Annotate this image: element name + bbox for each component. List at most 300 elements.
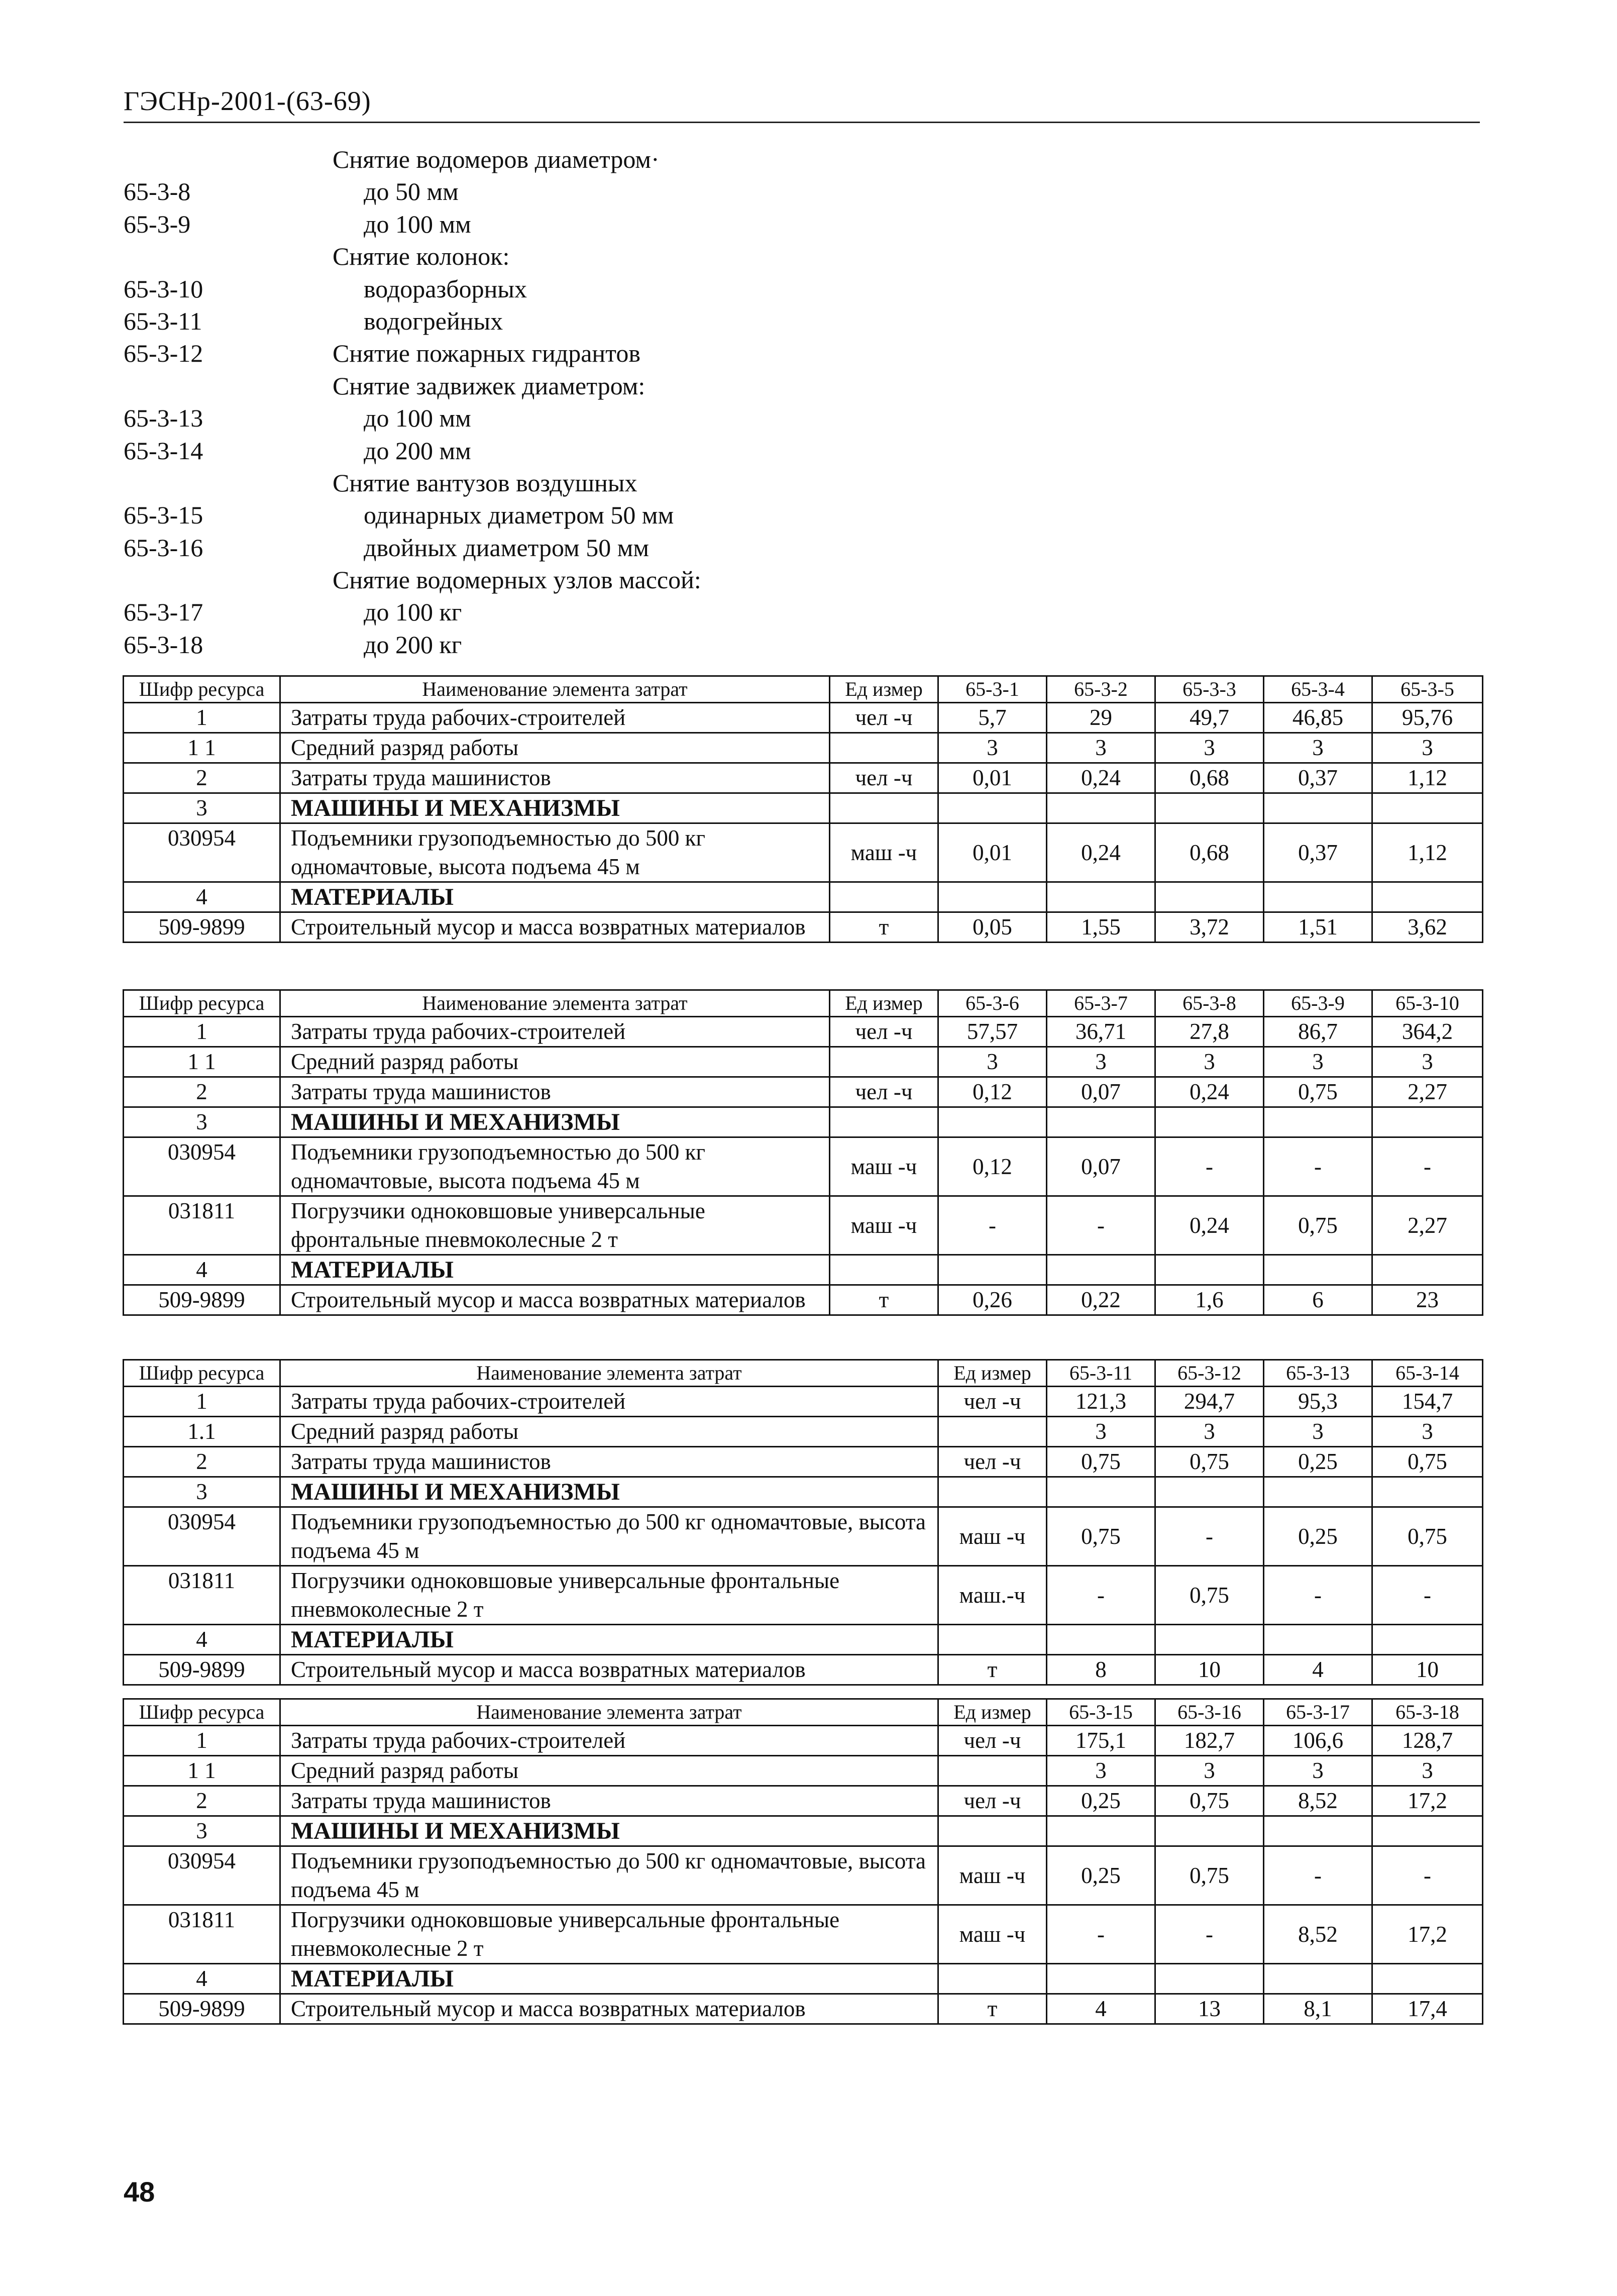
value-cell: [1372, 1477, 1483, 1507]
cost-element-name-cell: Затраты труда машинистов: [280, 1447, 938, 1477]
value-cell: 10: [1155, 1655, 1264, 1685]
value-cell: 0,01: [938, 763, 1047, 793]
header-cost-element-name: Наименование элемента затрат: [280, 1699, 938, 1726]
work-item-text: до 200 кг: [364, 630, 462, 659]
header-norm-code: 65-3-12: [1155, 1360, 1264, 1387]
value-cell: 3: [1155, 1047, 1264, 1077]
section-heading-cell: МАШИНЫ И МЕХАНИЗМЫ: [280, 1107, 830, 1137]
work-item-row: [124, 629, 978, 661]
table-row: [124, 1137, 1483, 1196]
resource-code-cell: 509-9899: [124, 1285, 280, 1315]
value-cell: [1264, 1255, 1372, 1285]
value-cell: 4: [1264, 1655, 1372, 1685]
value-cell: 8: [1047, 1655, 1155, 1685]
resource-code-cell: 509-9899: [124, 912, 280, 943]
cost-element-name-cell: Средний разряд работы: [280, 1756, 938, 1786]
value-cell: 0,07: [1047, 1077, 1155, 1107]
resource-code-cell: 030954: [124, 1507, 280, 1566]
value-cell: 46,85: [1264, 703, 1372, 733]
table-row: [124, 763, 1483, 793]
resource-code-cell: 031811: [124, 1566, 280, 1625]
header-norm-code: 65-3-3: [1155, 676, 1264, 703]
unit-cell: чел -ч: [830, 1077, 938, 1107]
work-item-text: Снятие задвижек диаметром:: [333, 371, 645, 400]
value-cell: 154,7: [1372, 1387, 1483, 1417]
table-row: [124, 1017, 1483, 1047]
cost-element-name-cell: Строительный мусор и масса возвратных материалов: [280, 1285, 830, 1315]
value-cell: 1,12: [1372, 763, 1483, 793]
value-cell: 121,3: [1047, 1387, 1155, 1417]
value-cell: -: [1264, 1846, 1372, 1905]
work-item-text: Снятие пожарных гидрантов: [333, 339, 640, 368]
resource-code-cell: 1: [124, 1017, 280, 1047]
value-cell: 0,25: [1264, 1447, 1372, 1477]
work-item-row: [124, 499, 978, 531]
cost-element-name-cell: Средний разряд работы: [280, 733, 830, 763]
document-header-title: ГЭСНр-2001-(63-69): [124, 86, 371, 116]
value-cell: 0,24: [1047, 763, 1155, 793]
cost-element-name-cell: Средний разряд работы: [280, 1417, 938, 1447]
header-resource-code: Шифр ресурса: [124, 676, 280, 703]
value-cell: [1372, 1255, 1483, 1285]
value-cell: [1047, 1107, 1155, 1137]
value-cell: [1264, 1107, 1372, 1137]
header-resource-code: Шифр ресурса: [124, 1360, 280, 1387]
value-cell: 0,24: [1155, 1077, 1264, 1107]
value-cell: [938, 882, 1047, 912]
resource-code-cell: 031811: [124, 1196, 280, 1255]
value-cell: 13: [1155, 1994, 1264, 2024]
value-cell: [1155, 1255, 1264, 1285]
value-cell: 3: [1372, 1047, 1483, 1077]
value-cell: 0,68: [1155, 763, 1264, 793]
work-item-row: [124, 273, 978, 305]
unit-cell: [830, 733, 938, 763]
value-cell: 0,75: [1047, 1507, 1155, 1566]
section-heading-cell: МАТЕРИАЛЫ: [280, 1255, 830, 1285]
resource-code-cell: 030954: [124, 1846, 280, 1905]
value-cell: [938, 1255, 1047, 1285]
value-cell: [1372, 882, 1483, 912]
value-cell: [1372, 1816, 1483, 1846]
value-cell: [1047, 882, 1155, 912]
cost-element-name-cell: Погрузчики одноковшовые универсальные фронтальные пневмоколесные 2 т: [280, 1196, 830, 1255]
value-cell: 27,8: [1155, 1017, 1264, 1047]
header-cost-element-name: Наименование элемента затрат: [280, 1360, 938, 1387]
work-item-code: 65-3-15: [124, 501, 203, 530]
value-cell: 3: [1047, 1756, 1155, 1786]
value-cell: 5,7: [938, 703, 1047, 733]
resource-code-cell: 1.1: [124, 1417, 280, 1447]
work-item-row: [124, 240, 978, 272]
table-row: [124, 1417, 1483, 1447]
resource-code-cell: 4: [124, 1625, 280, 1655]
work-item-text: до 100 мм: [364, 404, 471, 433]
resource-code-cell: 1 1: [124, 1756, 280, 1786]
unit-cell: чел -ч: [830, 1017, 938, 1047]
value-cell: 3: [938, 1047, 1047, 1077]
value-cell: 0,37: [1264, 823, 1372, 882]
value-cell: [1047, 1625, 1155, 1655]
unit-cell: [830, 1107, 938, 1137]
resource-code-cell: 509-9899: [124, 1655, 280, 1685]
value-cell: 95,3: [1264, 1387, 1372, 1417]
cost-element-name-cell: Подъемники грузоподъемностью до 500 кг одномачтовые, высота подъема 45 м: [280, 1846, 938, 1905]
value-cell: 3: [1264, 733, 1372, 763]
header-norm-code: 65-3-4: [1264, 676, 1372, 703]
resource-table-2: [123, 989, 1483, 1316]
value-cell: [1264, 1477, 1372, 1507]
table-row: [124, 1726, 1483, 1756]
value-cell: 0,75: [1372, 1447, 1483, 1477]
value-cell: 0,68: [1155, 823, 1264, 882]
table-header-row: [124, 676, 1483, 703]
table-row: [124, 1786, 1483, 1816]
unit-cell: [938, 1964, 1047, 1994]
value-cell: [1264, 882, 1372, 912]
work-item-row: [124, 143, 978, 175]
value-cell: 8,52: [1264, 1786, 1372, 1816]
table-row: [124, 1507, 1483, 1566]
value-cell: [1047, 1477, 1155, 1507]
unit-cell: чел -ч: [830, 763, 938, 793]
value-cell: 3: [1155, 1756, 1264, 1786]
work-item-row: [124, 467, 978, 499]
unit-cell: маш.-ч: [938, 1566, 1047, 1625]
cost-element-name-cell: Строительный мусор и масса возвратных материалов: [280, 1994, 938, 2024]
resource-table-1: [123, 675, 1483, 943]
value-cell: 6: [1264, 1285, 1372, 1315]
value-cell: 0,26: [938, 1285, 1047, 1315]
unit-cell: маш -ч: [938, 1507, 1047, 1566]
value-cell: 0,05: [938, 912, 1047, 943]
value-cell: 1,6: [1155, 1285, 1264, 1315]
unit-cell: [830, 1047, 938, 1077]
work-item-row: [124, 532, 978, 564]
header-unit: Ед измер: [830, 676, 938, 703]
header-unit: Ед измер: [938, 1699, 1047, 1726]
value-cell: [1372, 1964, 1483, 1994]
table-row: [124, 1196, 1483, 1255]
resource-code-cell: 509-9899: [124, 1994, 280, 2024]
value-cell: 3,62: [1372, 912, 1483, 943]
value-cell: 0,24: [1155, 1196, 1264, 1255]
value-cell: 0,75: [1155, 1846, 1264, 1905]
section-heading-cell: МАТЕРИАЛЫ: [280, 1625, 938, 1655]
header-norm-code: 65-3-16: [1155, 1699, 1264, 1726]
value-cell: 0,75: [1264, 1196, 1372, 1255]
value-cell: [1155, 793, 1264, 823]
value-cell: [1264, 1964, 1372, 1994]
cost-element-name-cell: Средний разряд работы: [280, 1047, 830, 1077]
header-norm-code: 65-3-2: [1047, 676, 1155, 703]
work-item-text: Снятие водомеров диаметром·: [333, 145, 660, 173]
work-item-text: Снятие вантузов воздушных: [333, 468, 637, 497]
cost-element-name-cell: Подъемники грузоподъемностью до 500 кг одномачтовые, высота подъема 45 м: [280, 1137, 830, 1196]
cost-element-name-cell: Затраты труда машинистов: [280, 1786, 938, 1816]
value-cell: [1047, 1964, 1155, 1994]
work-item-code: 65-3-13: [124, 404, 203, 433]
work-item-code: 65-3-9: [124, 210, 191, 238]
table-row: [124, 1756, 1483, 1786]
unit-cell: чел -ч: [830, 703, 938, 733]
header-divider: [124, 122, 1480, 123]
value-cell: 364,2: [1372, 1017, 1483, 1047]
header-norm-code: 65-3-14: [1372, 1360, 1483, 1387]
table-row: [124, 823, 1483, 882]
value-cell: 1,51: [1264, 912, 1372, 943]
unit-cell: т: [830, 912, 938, 943]
table-header-row: [124, 1360, 1483, 1387]
work-item-row: [124, 337, 978, 369]
value-cell: -: [1155, 1137, 1264, 1196]
value-cell: 3: [1047, 733, 1155, 763]
value-cell: 0,75: [1047, 1447, 1155, 1477]
value-cell: [1155, 1964, 1264, 1994]
value-cell: 294,7: [1155, 1387, 1264, 1417]
value-cell: [1264, 793, 1372, 823]
value-cell: 0,75: [1155, 1447, 1264, 1477]
header-norm-code: 65-3-10: [1372, 990, 1483, 1017]
work-item-text: до 100 мм: [364, 210, 471, 238]
value-cell: 3: [1264, 1047, 1372, 1077]
header-norm-code: 65-3-1: [938, 676, 1047, 703]
work-item-text: одинарных диаметром 50 мм: [364, 501, 674, 530]
table-header-row: [124, 1699, 1483, 1726]
value-cell: [1155, 1477, 1264, 1507]
cost-element-name-cell: Погрузчики одноковшовые универсальные фронтальные пневмоколесные 2 т: [280, 1566, 938, 1625]
value-cell: [938, 793, 1047, 823]
header-cost-element-name: Наименование элемента затрат: [280, 676, 830, 703]
work-item-code: 65-3-14: [124, 436, 203, 465]
work-item-row: [124, 564, 978, 596]
work-item-code: 65-3-17: [124, 598, 203, 627]
cost-element-name-cell: Погрузчики одноковшовые универсальные фронтальные пневмоколесные 2 т: [280, 1905, 938, 1964]
work-item-text: водоразборных: [364, 274, 527, 303]
unit-cell: [938, 1477, 1047, 1507]
unit-cell: маш -ч: [830, 1137, 938, 1196]
table-row: [124, 1447, 1483, 1477]
table-row: [124, 912, 1483, 943]
cost-element-name-cell: Подъемники грузоподъемностью до 500 кг одномачтовые, высота подъема 45 м: [280, 823, 830, 882]
resource-code-cell: 3: [124, 1816, 280, 1846]
table-row: [124, 1846, 1483, 1905]
resource-code-cell: 030954: [124, 823, 280, 882]
cost-element-name-cell: Затраты труда рабочих-строителей: [280, 1726, 938, 1756]
value-cell: -: [1372, 1566, 1483, 1625]
unit-cell: [830, 882, 938, 912]
value-cell: 0,37: [1264, 763, 1372, 793]
value-cell: [1155, 1816, 1264, 1846]
value-cell: 3: [938, 733, 1047, 763]
header-norm-code: 65-3-15: [1047, 1699, 1155, 1726]
table-row: [124, 1387, 1483, 1417]
table-row: [124, 1655, 1483, 1685]
resource-code-cell: 1: [124, 1726, 280, 1756]
value-cell: 3: [1264, 1756, 1372, 1786]
table-row: [124, 1107, 1483, 1137]
unit-cell: [830, 1255, 938, 1285]
resource-code-cell: 1: [124, 1387, 280, 1417]
resource-table-3: [123, 1359, 1483, 1686]
value-cell: 3: [1047, 1047, 1155, 1077]
value-cell: [1372, 1107, 1483, 1137]
cost-element-name-cell: Затраты труда рабочих-строителей: [280, 1387, 938, 1417]
value-cell: 3: [1047, 1417, 1155, 1447]
resource-table-4: [123, 1698, 1483, 2025]
value-cell: 0,22: [1047, 1285, 1155, 1315]
value-cell: 17,4: [1372, 1994, 1483, 2024]
header-cost-element-name: Наименование элемента затрат: [280, 990, 830, 1017]
value-cell: [1047, 1816, 1155, 1846]
value-cell: [1155, 1625, 1264, 1655]
cost-element-name-cell: Затраты труда машинистов: [280, 763, 830, 793]
work-item-row: [124, 305, 978, 337]
value-cell: 0,07: [1047, 1137, 1155, 1196]
resource-code-cell: 1: [124, 703, 280, 733]
resource-code-cell: 3: [124, 1477, 280, 1507]
value-cell: 4: [1047, 1994, 1155, 2024]
unit-cell: маш -ч: [938, 1846, 1047, 1905]
table-row: [124, 1994, 1483, 2024]
value-cell: 86,7: [1264, 1017, 1372, 1047]
unit-cell: [938, 1756, 1047, 1786]
value-cell: 23: [1372, 1285, 1483, 1315]
work-item-text: Снятие колонок:: [333, 242, 510, 271]
unit-cell: [830, 793, 938, 823]
value-cell: -: [1047, 1566, 1155, 1625]
value-cell: 0,25: [1047, 1786, 1155, 1816]
table-row: [124, 1964, 1483, 1994]
unit-cell: маш -ч: [938, 1905, 1047, 1964]
resource-code-cell: 4: [124, 1964, 280, 1994]
section-heading-cell: МАШИНЫ И МЕХАНИЗМЫ: [280, 1477, 938, 1507]
value-cell: 0,25: [1264, 1507, 1372, 1566]
table-row: [124, 882, 1483, 912]
cost-element-name-cell: Строительный мусор и масса возвратных материалов: [280, 1655, 938, 1685]
table-row: [124, 1285, 1483, 1315]
table-row: [124, 1477, 1483, 1507]
header-unit: Ед измер: [938, 1360, 1047, 1387]
value-cell: 2,27: [1372, 1196, 1483, 1255]
value-cell: [1155, 1107, 1264, 1137]
value-cell: [1047, 1255, 1155, 1285]
value-cell: [1155, 882, 1264, 912]
page-number: 48: [124, 2176, 155, 2208]
value-cell: 57,57: [938, 1017, 1047, 1047]
work-item-code: 65-3-10: [124, 274, 203, 303]
value-cell: -: [1155, 1905, 1264, 1964]
value-cell: 29: [1047, 703, 1155, 733]
resource-code-cell: 031811: [124, 1905, 280, 1964]
section-heading-cell: МАШИНЫ И МЕХАНИЗМЫ: [280, 793, 830, 823]
value-cell: -: [1047, 1905, 1155, 1964]
table-row: [124, 1255, 1483, 1285]
cost-element-name-cell: Затраты труда рабочих-строителей: [280, 703, 830, 733]
value-cell: -: [1047, 1196, 1155, 1255]
value-cell: 49,7: [1155, 703, 1264, 733]
header-norm-code: 65-3-11: [1047, 1360, 1155, 1387]
unit-cell: [938, 1625, 1047, 1655]
work-item-code: 65-3-11: [124, 306, 202, 335]
value-cell: 3: [1372, 1756, 1483, 1786]
table-row: [124, 1566, 1483, 1625]
header-norm-code: 65-3-6: [938, 990, 1047, 1017]
work-item-text: Снятие водомерных узлов массой:: [333, 566, 701, 594]
resource-code-cell: 3: [124, 1107, 280, 1137]
work-item-text: двойных диаметром 50 мм: [364, 533, 649, 562]
header-norm-code: 65-3-8: [1155, 990, 1264, 1017]
value-cell: 0,75: [1372, 1507, 1483, 1566]
cost-element-name-cell: Затраты труда машинистов: [280, 1077, 830, 1107]
work-item-text: до 50 мм: [364, 177, 459, 206]
value-cell: 3: [1264, 1417, 1372, 1447]
value-cell: 0,01: [938, 823, 1047, 882]
value-cell: 3: [1372, 733, 1483, 763]
header-norm-code: 65-3-5: [1372, 676, 1483, 703]
value-cell: 0,24: [1047, 823, 1155, 882]
table-header-row: [124, 990, 1483, 1017]
value-cell: 95,76: [1372, 703, 1483, 733]
unit-cell: [938, 1417, 1047, 1447]
header-unit: Ед измер: [830, 990, 938, 1017]
value-cell: 1,55: [1047, 912, 1155, 943]
resource-code-cell: 1 1: [124, 733, 280, 763]
value-cell: 3,72: [1155, 912, 1264, 943]
work-item-code: 65-3-16: [124, 533, 203, 562]
work-item-text: до 200 мм: [364, 436, 471, 465]
unit-cell: т: [938, 1655, 1047, 1685]
work-items-list: [124, 143, 978, 661]
value-cell: -: [1264, 1137, 1372, 1196]
value-cell: 3: [1372, 1417, 1483, 1447]
resource-code-cell: 4: [124, 882, 280, 912]
table-row: [124, 793, 1483, 823]
value-cell: 0,75: [1264, 1077, 1372, 1107]
unit-cell: [938, 1816, 1047, 1846]
resource-code-cell: 1 1: [124, 1047, 280, 1077]
table-row: [124, 733, 1483, 763]
table-row: [124, 1047, 1483, 1077]
unit-cell: т: [938, 1994, 1047, 2024]
unit-cell: чел -ч: [938, 1387, 1047, 1417]
value-cell: -: [938, 1196, 1047, 1255]
resource-code-cell: 2: [124, 1447, 280, 1477]
value-cell: -: [1264, 1566, 1372, 1625]
unit-cell: маш -ч: [830, 1196, 938, 1255]
value-cell: 0,75: [1155, 1786, 1264, 1816]
work-item-row: [124, 596, 978, 628]
table-row: [124, 1816, 1483, 1846]
value-cell: [1264, 1816, 1372, 1846]
work-item-text: водогрейных: [364, 306, 503, 335]
value-cell: 8,1: [1264, 1994, 1372, 2024]
header-resource-code: Шифр ресурса: [124, 1699, 280, 1726]
unit-cell: чел -ч: [938, 1786, 1047, 1816]
unit-cell: т: [830, 1285, 938, 1315]
value-cell: [1372, 793, 1483, 823]
value-cell: 0,12: [938, 1077, 1047, 1107]
value-cell: 182,7: [1155, 1726, 1264, 1756]
value-cell: 175,1: [1047, 1726, 1155, 1756]
resource-code-cell: 030954: [124, 1137, 280, 1196]
header-norm-code: 65-3-18: [1372, 1699, 1483, 1726]
table-row: [124, 1077, 1483, 1107]
value-cell: 17,2: [1372, 1905, 1483, 1964]
value-cell: 0,75: [1155, 1566, 1264, 1625]
value-cell: 17,2: [1372, 1786, 1483, 1816]
work-item-row: [124, 435, 978, 467]
